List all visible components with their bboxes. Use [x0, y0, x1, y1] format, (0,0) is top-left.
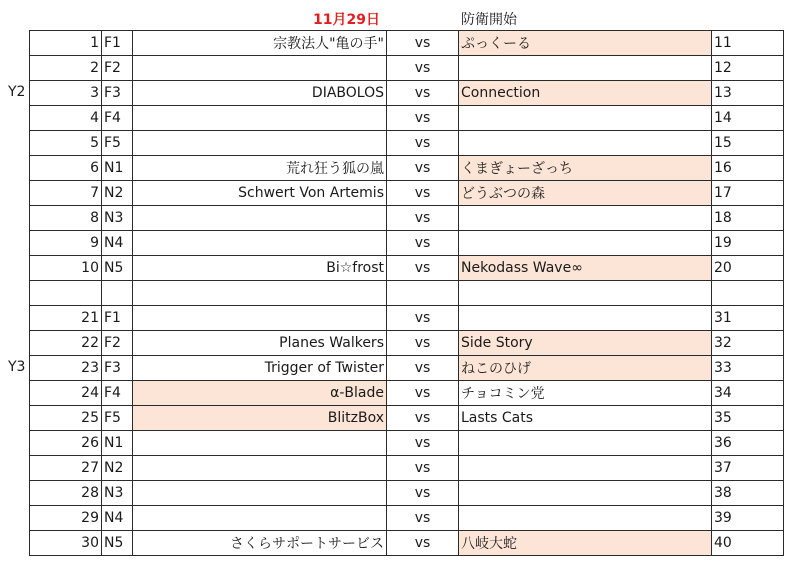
left-number-cell[interactable]: 30 — [30, 531, 102, 556]
slot-cell[interactable] — [102, 281, 133, 306]
left-team-cell[interactable] — [133, 456, 387, 481]
slot-cell[interactable]: F5 — [102, 406, 133, 431]
left-team-cell[interactable]: 宗教法人"亀の手" — [133, 31, 387, 56]
table-row — [30, 406, 784, 431]
right-team-cell[interactable] — [459, 281, 712, 306]
table-row — [30, 31, 784, 56]
versus-cell[interactable] — [387, 281, 459, 306]
versus-cell[interactable]: vs — [387, 156, 459, 181]
versus-cell[interactable]: vs — [387, 481, 459, 506]
slot-cell[interactable]: N5 — [102, 531, 133, 556]
right-number-cell[interactable]: 33 — [712, 356, 784, 381]
table-row — [30, 381, 784, 406]
versus-cell[interactable]: vs — [387, 106, 459, 131]
left-team-cell[interactable]: α-Blade — [133, 381, 387, 406]
left-number-cell[interactable]: 23 — [30, 356, 102, 381]
table-row — [30, 431, 784, 456]
right-number-cell[interactable]: 39 — [712, 506, 784, 531]
right-team-cell[interactable]: 八岐大蛇 — [459, 531, 712, 556]
right-number-cell[interactable]: 16 — [712, 156, 784, 181]
right-team-cell[interactable] — [459, 131, 712, 156]
left-number-cell[interactable]: 25 — [30, 406, 102, 431]
versus-cell[interactable]: vs — [387, 181, 459, 206]
table-row — [30, 356, 784, 381]
right-number-cell[interactable]: 20 — [712, 256, 784, 281]
right-team-cell[interactable] — [459, 481, 712, 506]
versus-cell[interactable]: vs — [387, 131, 459, 156]
right-number-cell[interactable]: 12 — [712, 56, 784, 81]
left-number-cell[interactable]: 26 — [30, 431, 102, 456]
table-row — [30, 531, 784, 556]
slot-cell[interactable]: N4 — [102, 231, 133, 256]
left-team-cell[interactable] — [133, 56, 387, 81]
slot-cell[interactable]: F5 — [102, 131, 133, 156]
right-team-cell[interactable] — [459, 106, 712, 131]
right-team-cell[interactable]: Connection — [459, 81, 712, 106]
right-team-cell[interactable] — [459, 456, 712, 481]
left-team-cell[interactable] — [133, 431, 387, 456]
table-row — [30, 306, 784, 331]
table-row — [30, 181, 784, 206]
table-row — [30, 231, 784, 256]
right-team-cell[interactable]: Nekodass Wave∞ — [459, 256, 712, 281]
match-schedule-table — [29, 30, 784, 556]
left-number-cell[interactable]: 8 — [30, 206, 102, 231]
slot-cell[interactable]: F4 — [102, 106, 133, 131]
slot-cell[interactable]: N2 — [102, 181, 133, 206]
right-number-cell[interactable]: 40 — [712, 531, 784, 556]
versus-cell[interactable]: vs — [387, 531, 459, 556]
slot-cell[interactable]: N3 — [102, 206, 133, 231]
versus-cell[interactable]: vs — [387, 306, 459, 331]
left-team-cell[interactable] — [133, 281, 387, 306]
group-label-y2: Y2 — [8, 84, 26, 100]
versus-cell[interactable]: vs — [387, 406, 459, 431]
left-team-cell[interactable] — [133, 506, 387, 531]
left-number-cell[interactable]: 2 — [30, 56, 102, 81]
left-team-cell[interactable]: Trigger of Twister — [133, 356, 387, 381]
table-row — [30, 281, 784, 306]
left-team-cell[interactable] — [133, 106, 387, 131]
slot-cell[interactable]: F3 — [102, 356, 133, 381]
table-row — [30, 206, 784, 231]
right-team-cell[interactable] — [459, 231, 712, 256]
versus-cell[interactable]: vs — [387, 231, 459, 256]
left-team-cell[interactable] — [133, 306, 387, 331]
slot-cell[interactable]: N4 — [102, 506, 133, 531]
slot-cell[interactable]: N1 — [102, 431, 133, 456]
left-team-cell[interactable]: Planes Walkers — [133, 331, 387, 356]
left-team-cell[interactable] — [133, 131, 387, 156]
left-number-cell[interactable]: 4 — [30, 106, 102, 131]
left-number-cell[interactable]: 6 — [30, 156, 102, 181]
left-number-cell[interactable]: 1 — [30, 31, 102, 56]
slot-cell[interactable]: N2 — [102, 456, 133, 481]
right-team-cell[interactable] — [459, 506, 712, 531]
right-number-cell[interactable]: 15 — [712, 131, 784, 156]
right-team-cell[interactable]: Lasts Cats — [459, 406, 712, 431]
versus-cell[interactable]: vs — [387, 31, 459, 56]
right-number-cell[interactable] — [712, 281, 784, 306]
versus-cell[interactable]: vs — [387, 456, 459, 481]
right-number-cell[interactable]: 38 — [712, 481, 784, 506]
left-number-cell[interactable]: 21 — [30, 306, 102, 331]
table-row — [30, 131, 784, 156]
right-number-cell[interactable]: 36 — [712, 431, 784, 456]
left-number-cell[interactable]: 22 — [30, 331, 102, 356]
right-number-cell[interactable]: 32 — [712, 331, 784, 356]
versus-cell[interactable]: vs — [387, 506, 459, 531]
schedule-date: 11月29日 — [313, 12, 380, 28]
group-label-y3: Y3 — [8, 359, 26, 375]
left-team-cell[interactable] — [133, 206, 387, 231]
left-team-cell[interactable] — [133, 231, 387, 256]
table-row — [30, 106, 784, 131]
right-team-cell[interactable]: チョコミン党 — [459, 381, 712, 406]
left-number-cell[interactable]: 5 — [30, 131, 102, 156]
slot-cell[interactable]: F3 — [102, 81, 133, 106]
right-number-cell[interactable]: 18 — [712, 206, 784, 231]
right-number-cell[interactable]: 13 — [712, 81, 784, 106]
slot-cell[interactable]: F2 — [102, 56, 133, 81]
left-number-cell[interactable]: 7 — [30, 181, 102, 206]
right-team-cell[interactable]: ぷっくーる — [459, 31, 712, 56]
right-number-cell[interactable]: 31 — [712, 306, 784, 331]
left-number-cell[interactable]: 10 — [30, 256, 102, 281]
left-team-cell[interactable] — [133, 481, 387, 506]
versus-cell[interactable]: vs — [387, 256, 459, 281]
right-team-cell[interactable]: くまぎょーざっち — [459, 156, 712, 181]
table-row — [30, 81, 784, 106]
left-number-cell[interactable]: 27 — [30, 456, 102, 481]
slot-cell[interactable]: F1 — [102, 31, 133, 56]
left-team-cell[interactable]: Bi☆frost — [133, 256, 387, 281]
left-number-cell[interactable]: 28 — [30, 481, 102, 506]
slot-cell[interactable]: N3 — [102, 481, 133, 506]
right-team-cell[interactable] — [459, 431, 712, 456]
slot-cell[interactable]: F4 — [102, 381, 133, 406]
versus-cell[interactable]: vs — [387, 431, 459, 456]
table-row — [30, 156, 784, 181]
left-team-cell[interactable]: 荒れ狂う狐の嵐 — [133, 156, 387, 181]
right-number-cell[interactable]: 14 — [712, 106, 784, 131]
slot-cell[interactable]: N1 — [102, 156, 133, 181]
versus-cell[interactable]: vs — [387, 381, 459, 406]
right-team-cell[interactable] — [459, 206, 712, 231]
table-row — [30, 331, 784, 356]
left-number-cell[interactable]: 3 — [30, 81, 102, 106]
right-team-cell[interactable]: どうぶつの森 — [459, 181, 712, 206]
versus-cell[interactable]: vs — [387, 331, 459, 356]
right-team-cell[interactable] — [459, 306, 712, 331]
slot-cell[interactable]: N5 — [102, 256, 133, 281]
right-team-cell[interactable]: ねこのひげ — [459, 356, 712, 381]
slot-cell[interactable]: F1 — [102, 306, 133, 331]
versus-cell[interactable]: vs — [387, 206, 459, 231]
slot-cell[interactable]: F2 — [102, 331, 133, 356]
left-number-cell[interactable] — [30, 281, 102, 306]
right-number-cell[interactable]: 37 — [712, 456, 784, 481]
left-number-cell[interactable]: 24 — [30, 381, 102, 406]
left-team-cell[interactable]: DIABOLOS — [133, 81, 387, 106]
right-number-cell[interactable]: 35 — [712, 406, 784, 431]
left-team-cell[interactable]: さくらサポートサービス — [133, 531, 387, 556]
right-number-cell[interactable]: 11 — [712, 31, 784, 56]
right-team-cell[interactable] — [459, 56, 712, 81]
left-number-cell[interactable]: 29 — [30, 506, 102, 531]
left-team-cell[interactable]: Schwert Von Artemis — [133, 181, 387, 206]
defense-start-label: 防衛開始 — [461, 12, 517, 28]
table-row — [30, 456, 784, 481]
table-row — [30, 506, 784, 531]
right-number-cell[interactable]: 19 — [712, 231, 784, 256]
table-row — [30, 481, 784, 506]
table-row — [30, 256, 784, 281]
versus-cell[interactable]: vs — [387, 81, 459, 106]
versus-cell[interactable]: vs — [387, 56, 459, 81]
right-number-cell[interactable]: 34 — [712, 381, 784, 406]
right-team-cell[interactable]: Side Story — [459, 331, 712, 356]
left-team-cell[interactable]: BlitzBox — [133, 406, 387, 431]
versus-cell[interactable]: vs — [387, 356, 459, 381]
right-number-cell[interactable]: 17 — [712, 181, 784, 206]
table-row — [30, 56, 784, 81]
left-number-cell[interactable]: 9 — [30, 231, 102, 256]
